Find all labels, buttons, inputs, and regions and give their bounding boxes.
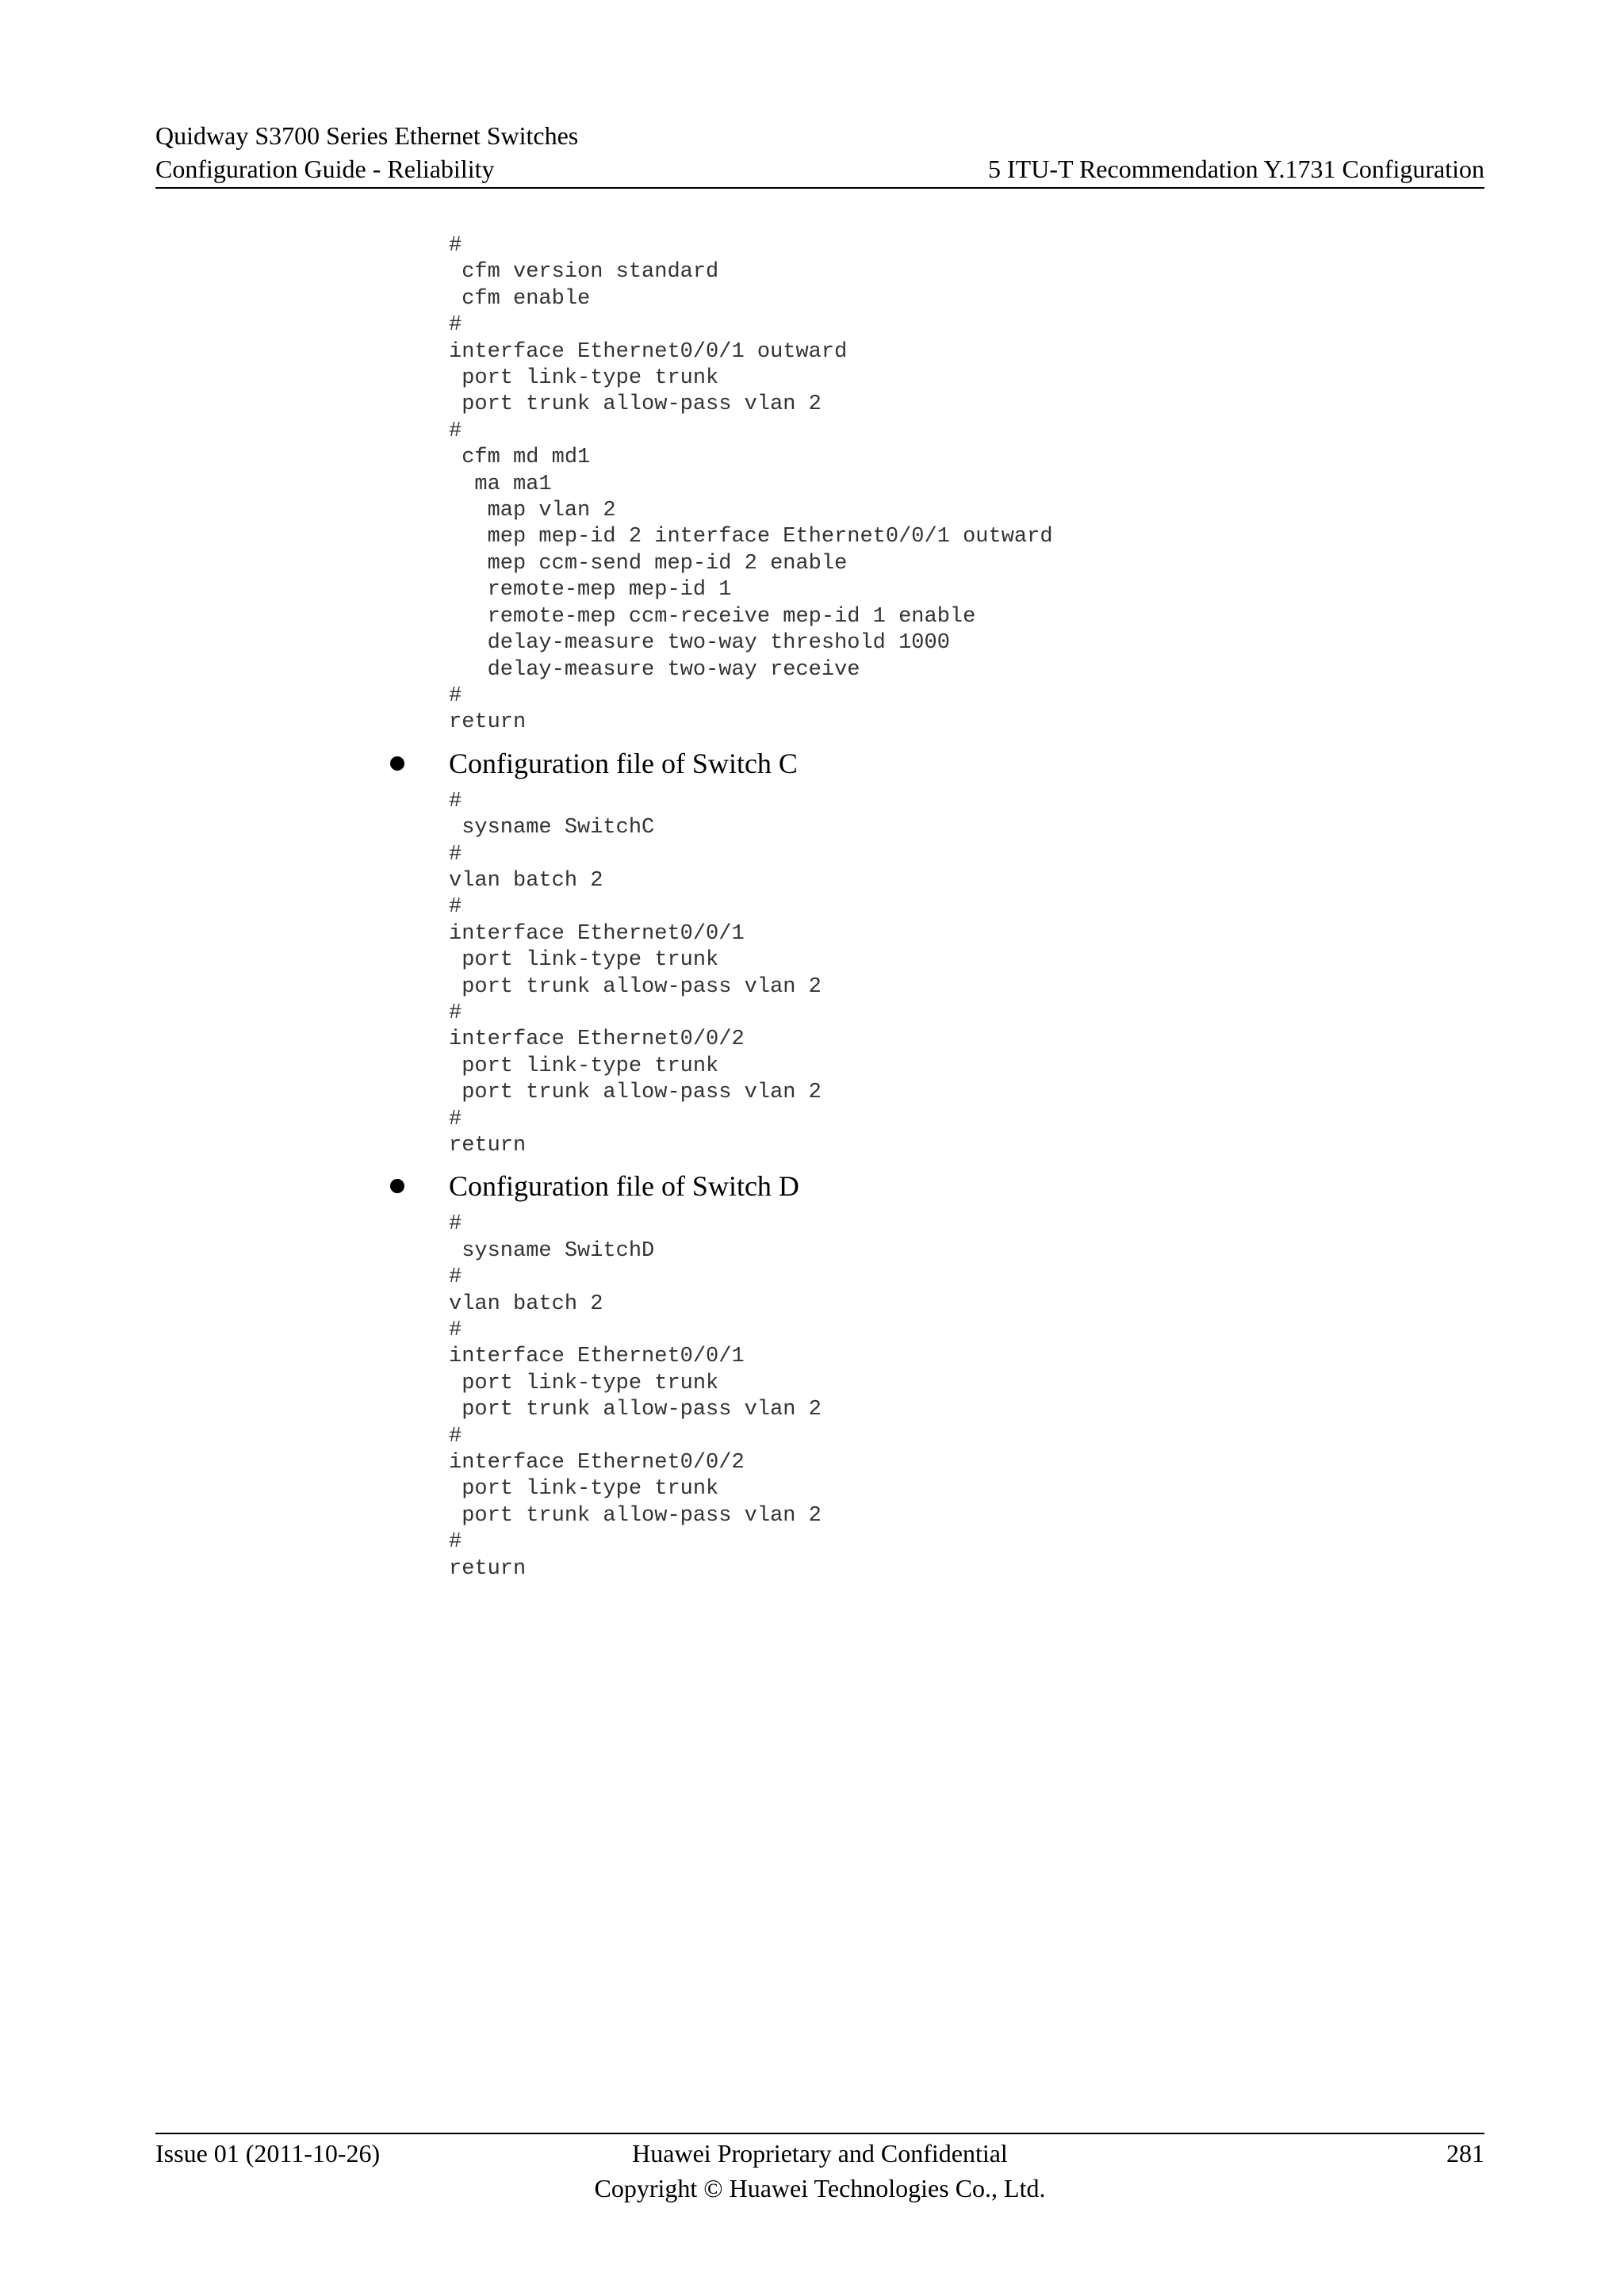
footer-copyright: Copyright © Huawei Technologies Co., Ltd. bbox=[594, 2174, 1046, 2202]
page-number: 281 bbox=[1446, 2139, 1484, 2168]
list-item-label: Configuration file of Switch D bbox=[449, 1170, 799, 1203]
footer-center bbox=[155, 2136, 1484, 2206]
bullet-icon bbox=[390, 756, 404, 771]
list-item-switch-d bbox=[449, 1165, 1480, 1207]
page-footer bbox=[155, 2133, 1484, 2214]
header-guide-title: Configuration Guide - Reliability bbox=[155, 155, 495, 183]
code-block-switch-b-config: # cfm version standard cfm enable # interface Ethernet0/0/1 outward port link-type trunk port trunk allow-pass vlan 2 # cfm md md1 ma ma1 map vlan 2 mep mep-id 2 interface Ethernet0/0/1 outward mep ccm-send mep-id 2 enable remote-mep mep-id 1 remote-mep ccm-receive mep-id 1 enable delay-measure two-way threshold 1000 delay-measure two-way receive # return bbox=[449, 234, 1053, 735]
footer-proprietary: Huawei Proprietary and Confidential bbox=[632, 2139, 1008, 2168]
header-chapter-title: 5 ITU-T Recommendation Y.1731 Configuration bbox=[988, 155, 1484, 183]
page-header bbox=[155, 119, 1484, 189]
code-block-switch-d-config: # sysname SwitchD # vlan batch 2 # interface Ethernet0/0/1 port link-type trunk port trunk allow-pass vlan 2 # interface Ethernet0/0/2 port link-type trunk port trunk allow-pass vlan 2 # return bbox=[449, 1212, 822, 1581]
code-block-switch-c-config: # sysname SwitchC # vlan batch 2 # interface Ethernet0/0/1 port link-type trunk port trunk allow-pass vlan 2 # interface Ethernet0/0/2 port link-type trunk port trunk allow-pass vlan 2 # return bbox=[449, 789, 822, 1158]
bullet-icon bbox=[390, 1179, 404, 1193]
list-item-switch-c bbox=[449, 743, 1480, 784]
page-content bbox=[449, 233, 1480, 1582]
header-product-title: Quidway S3700 Series Ethernet Switches bbox=[155, 121, 579, 150]
footer-issue: Issue 01 (2011-10-26) bbox=[155, 2139, 381, 2168]
list-item-label: Configuration file of Switch C bbox=[449, 747, 798, 779]
